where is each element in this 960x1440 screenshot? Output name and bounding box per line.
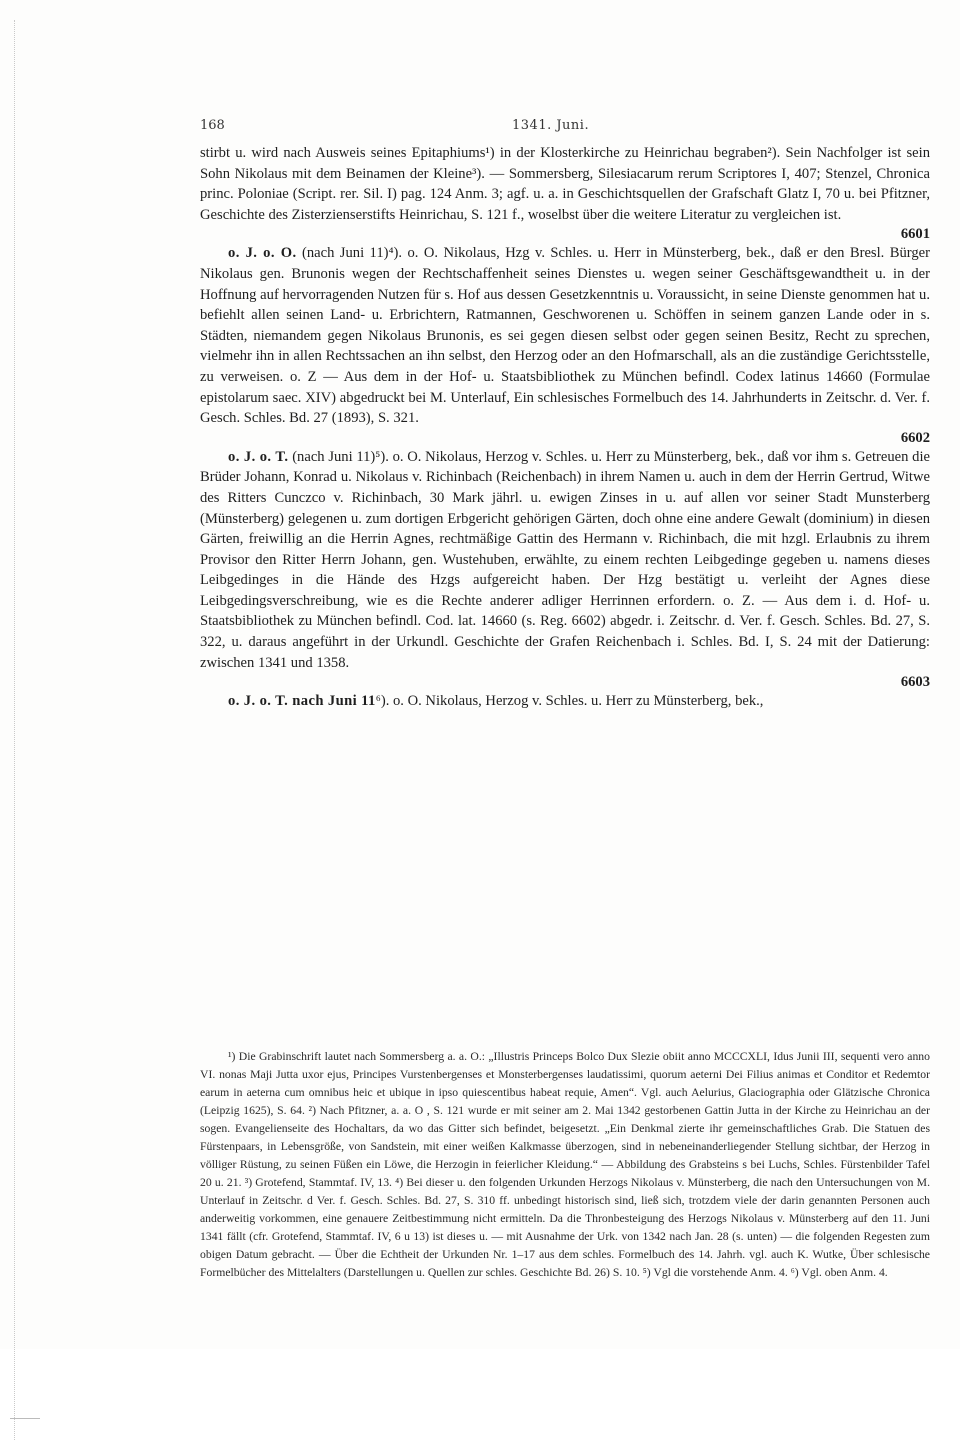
intro-paragraph: stirbt u. wird nach Ausweis seines Epitaphiums¹) in der Klosterkirche zu Heinrichau begraben²). Sein Nachfolger ist sein Sohn Nikolaus mit dem Beinamen der Kleine³). — Sommersberg, Silesiacarum rerum Scriptores I, 407; Stenzel, Chronica princ. Poloniae (Script. rer. Sil. I) pag. 124 Anm. 3; agf. u. a. in Geschichtsquellen der Grafschaft Glatz I, 70 u. bei Pfitzner, Geschichte des Zisterzienserstifts Heinrichau, S. 121 f., woselbst über die weitere Literatur zu vergleichen ist.: [200, 145, 930, 223]
binding-edge: [14, 20, 15, 1440]
page-header: [200, 118, 930, 138]
regest-number-6602: 6602: [900, 429, 930, 446]
regest-text: (nach Juni 11)⁴). o. O. Nikolaus, Hzg v. Schles. u. Herr in Münsterberg, bek., daß er den Bresl. Bürger Nikolaus gen. Brunonis wegen der Rechtschaffenheit seines Dienstes u. wegen seiner Geschäftsgewandtheit u. in der Hoffnung auf hervorragenden Nutzen für s. Hof aus dessen Gesetzkenntnis u. Voraussicht, in seine Dienste genommen hat u. befiehlt allen seinen Land- u. Erbrichtern, Ratmannen, Geschworenen u. Schöffen in seinem ganzen Lande oder in s. Städten, niemandem gegen Nikolaus Brunonis, es sei gegen diesen selbst oder gegen seinen Besitz, Recht zu sprechen, vielmehr ihn in allen Rechtssachen an ihn selbst, den Herzog oder an den Hofmarschall, als an die zuständige Gerichtsstelle, zu verweisen. o. Z — Aus dem in der Hof- u. Staatsbibliothek zu München befindl. Codex latinus 14660 (Formulae epistolarum saec. XIV) abgedruckt bei M. Unterlauf, Ein schlesisches Formelbuch des 14. Jahrhunderts in Zeitschr. d. Ver. f. Gesch. Schles. Bd. 27 (1893), S. 321.: [200, 245, 930, 427]
regest-6602: [200, 447, 930, 674]
footnotes-text: ¹) Die Grabinschrift lautet nach Sommersberg a. a. O.: „Illustris Princeps Bolco Dux Slezie obiit anno MCCCXLI, Idus Junii III, sequenti vero anno VI. nonas Maji Jutta uxor ejus, Principes Vurstenbergenses et Monsterbergenses laudatissimi, quorum aeterni Dei Filius animas et Conditor et Redemtor earum in aeterna cum omnibus heic et ubique in ipso quiescentibus habeat requie, Amen“. Vgl. auch Aelurius, Glaciographia oder Glätzische Chronica (Leipzig 1625), S. 64. ²) Nach Pfitzner, a. a. O , S. 121 wurde er mit seiner am 2. Mai 1342 gestorbenen Gattin Jutta in der Kirche zu Heinrichau an der sogen. Evangelienseite des Hochaltars, da wo das Gitter sich befindet, beigesetzt. „Ein Denkmal zierte ihr gemeinschaftliches Grab. Die Statuen des Fürstenpaars, in Lebensgröße, von Sandstein, mit einer weißen Kalkmasse überzogen, sind in nebeneinanderliegender Stellung sichtbar, der Herzog in völliger Rüstung, zu seinen Füßen ein Löwe, die Herzogin in feierlicher Kleidung.“ — Abbildung des Grabsteins s bei Luchs, Schles. Fürstenbilder Tafel 20 u. 21. ³) Grotefend, Stammtaf. IV, 13. ⁴) Bei dieser u. den folgenden Urkunden Herzogs Nikolaus v. Münsterberg, die nach den Untersuchungen von M. Unterlauf in Zeitschr. d Ver. f. Gesch. Schles. Bd. 27, S. 310 ff. unbedingt historisch sind, ließ sich, trotzdem viele der darin genannten Personen auch anderweitig vorkommen, eine genauere Zeitbestimmung nicht ermitteln. Da die Thronbesteigung des Herzogs Nikolaus v. Münsterberg auf den 11. Juni 1341 fällt (cfr. Grotefend, Stammtaf. IV, 6 u 13) ist dieses u. — mit Ausnahme der Urk. von 1342 nach Jan. 28 (s. unten) — die folgenden Regesten zum obigen Datum gebracht. — Über die Echtheit der Urkunden Nr. 1–17 aus dem schles. Formelbuch des 14. Jahrh. vgl. auch K. Wutke, Über schlesische Formelbücher des Mittelalters (Darstellungen u. Quellen zur schles. Geschichte Bd. 26) S. 10. ⁵) Vgl die vorstehende Anm. 4. ⁶) Vgl. oben Anm. 4.: [200, 1050, 930, 1279]
page-number: 168: [200, 118, 225, 133]
regest-6603: [200, 691, 930, 712]
regest-number-6601: 6601: [900, 226, 930, 243]
regest-text: ⁶). o. O. Nikolaus, Herzog v. Schles. u. Herr zu Münsterberg, bek.,: [375, 693, 764, 710]
regest-6601: [200, 243, 930, 428]
running-head: 1341. Juni.: [512, 118, 590, 133]
regest-dating: o. J. o. T. nach Juni 11: [228, 693, 376, 710]
regest-dating: o. J. o. T.: [228, 448, 289, 465]
footnotes: [200, 1048, 930, 1282]
regest-dating: o. J. o. O.: [228, 245, 297, 262]
main-text: [200, 143, 930, 712]
regest-text: (nach Juni 11)⁵). o. O. Nikolaus, Herzog v. Schles. u. Herr zu Münsterberg, bek., daß vor ihm s. Getreuen die Brüder Johann, Konrad u. Nikolaus v. Richinbach (Reichenbach) in ihrem Namen u. auch in dem der Herrin Gertrud, Witwe des Ritters Cunczco v. Richinbach, 30 Mark jährl. u. ewigen Zinses in u. auf allen vor seiner Stadt Munsterberg (Münsterberg) gelegenen u. zum dortigen Erbgericht gehörigen Gärten, doch ohne eine andere Gewalt (dominium) in diesen Gärten, freiwillig an die Herrin Agnes, rechtmäßige Gattin des Hermann v. Richinbach, die mit hzgl. Erlaubnis zu ihrem Provisor den Ritter Herrn Johann, gen. Wustehuben, erwählte, zu einem rechten Leibgedinge gegeben u. namens dieses Leibgedinges in die Hände des Hzgs aufgereicht haben. Der Hzg bestätigt u. verleiht der Agnes diese Leibgedingsverschreibung, wie es die Rechte anderer adliger Herrinnen erfordern. o. Z. — Aus dem i. d. Hof- u. Staatsbibliothek zu München befindl. Cod. lat. 14660 (s. Reg. 6602) abgedr. i. Zeitschr. d. Ver. f. Gesch. Schles. Bd. 27, S. 322, u. daraus angeführt in der Urkundl. Geschichte der Grafen Reichenbach i. Schles. Bd. I, S. 24 mit der Datierung: zwischen 1341 und 1358.: [200, 448, 931, 671]
corner-mark: [10, 1418, 40, 1419]
regest-number-6603: 6603: [900, 674, 930, 691]
